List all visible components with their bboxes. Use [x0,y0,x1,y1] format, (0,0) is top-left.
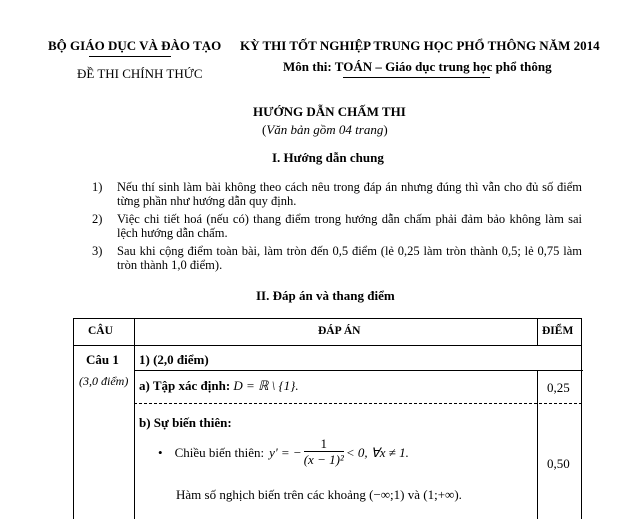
part-heading: 1) (2,0 điểm) [139,352,209,367]
fraction-denominator: (x − 1)² [303,452,344,467]
row-b-conclusion: Hàm số nghịch biến trên các khoảng (−∞;1) và (1;+∞). [176,487,462,502]
list-item: 1) Nếu thí sinh làm bài không theo cách nêu trong đáp án nhưng đúng thì vẫn cho đủ số điểm từng phần như hướng dẫn quy định. [92,180,582,208]
question-points: (3,0 điểm) [79,374,129,388]
subject-underline [343,77,490,78]
deriv-rhs: < 0, ∀x ≠ 1. [345,444,409,460]
doc-title: HƯỚNG DẪN CHẤM THI [253,104,406,119]
bullet-text: Chiều biến thiên: [174,444,265,460]
row-b-score: 0,50 [547,456,570,471]
ministry-underline [89,56,171,57]
section2-heading: II. Đáp án và thang điểm [256,288,395,303]
list-item: 2) Việc chi tiết hoá (nếu có) thang điểm trong hướng dẫn chấm phải đảm bảo không làm sai lệch hướng dẫn chấm. [92,212,582,240]
header-cau: CÂU [88,325,113,337]
row-a-math: D = ℝ \ {1}. [233,378,299,393]
subject-line [283,59,552,75]
header-bottom-border [73,345,582,346]
ministry-name: BỘ GIÁO DỤC VÀ ĐÀO TẠO [48,38,222,53]
question-label: Câu 1 [86,352,119,367]
row-b-label: b) Sự biến thiên: [139,415,232,430]
deriv-lhs: y' = − [269,444,302,460]
row-b-bullet-line [158,437,409,468]
derivative-fraction [304,437,344,468]
header-diem: ĐIỂM [542,325,574,337]
table-left-border [73,318,74,519]
official-label: ĐỀ THI CHÍNH THỨC [77,66,203,81]
col-divider-2-body [537,370,538,519]
col-divider-2-header [537,318,538,345]
header-dap-an: ĐÁP ÁN [318,325,361,337]
subject-name: TOÁN – Giáo dục trung học phổ thông [334,59,552,74]
doc-subtitle: (Văn bản gồm 04 trang) [262,122,388,137]
row-a-score: 0,25 [547,380,570,395]
guideline-list [92,180,582,276]
subject-prefix: Môn thi: [283,59,335,74]
section1-heading: I. Hướng dẫn chung [272,150,384,165]
fraction-numerator: 1 [304,437,344,452]
row-a-content [139,378,299,394]
table-right-border [581,318,582,519]
col-divider-1 [134,318,135,519]
list-item: 3) Sau khi cộng điểm toàn bài, làm tròn đến 0,5 điểm (lẻ 0,25 làm tròn thành 0,5; lẻ 0,75 làm tròn thành 1,0 điểm). [92,244,582,272]
part-row-border [134,370,583,371]
table-top-border [73,318,582,319]
bullet-icon: • [158,444,163,460]
row-divider-dashed [134,403,582,404]
exam-title: KỲ THI TỐT NGHIỆP TRUNG HỌC PHỔ THÔNG NĂM 2014 [240,38,600,53]
row-a-label: a) Tập xác định: [139,378,231,393]
